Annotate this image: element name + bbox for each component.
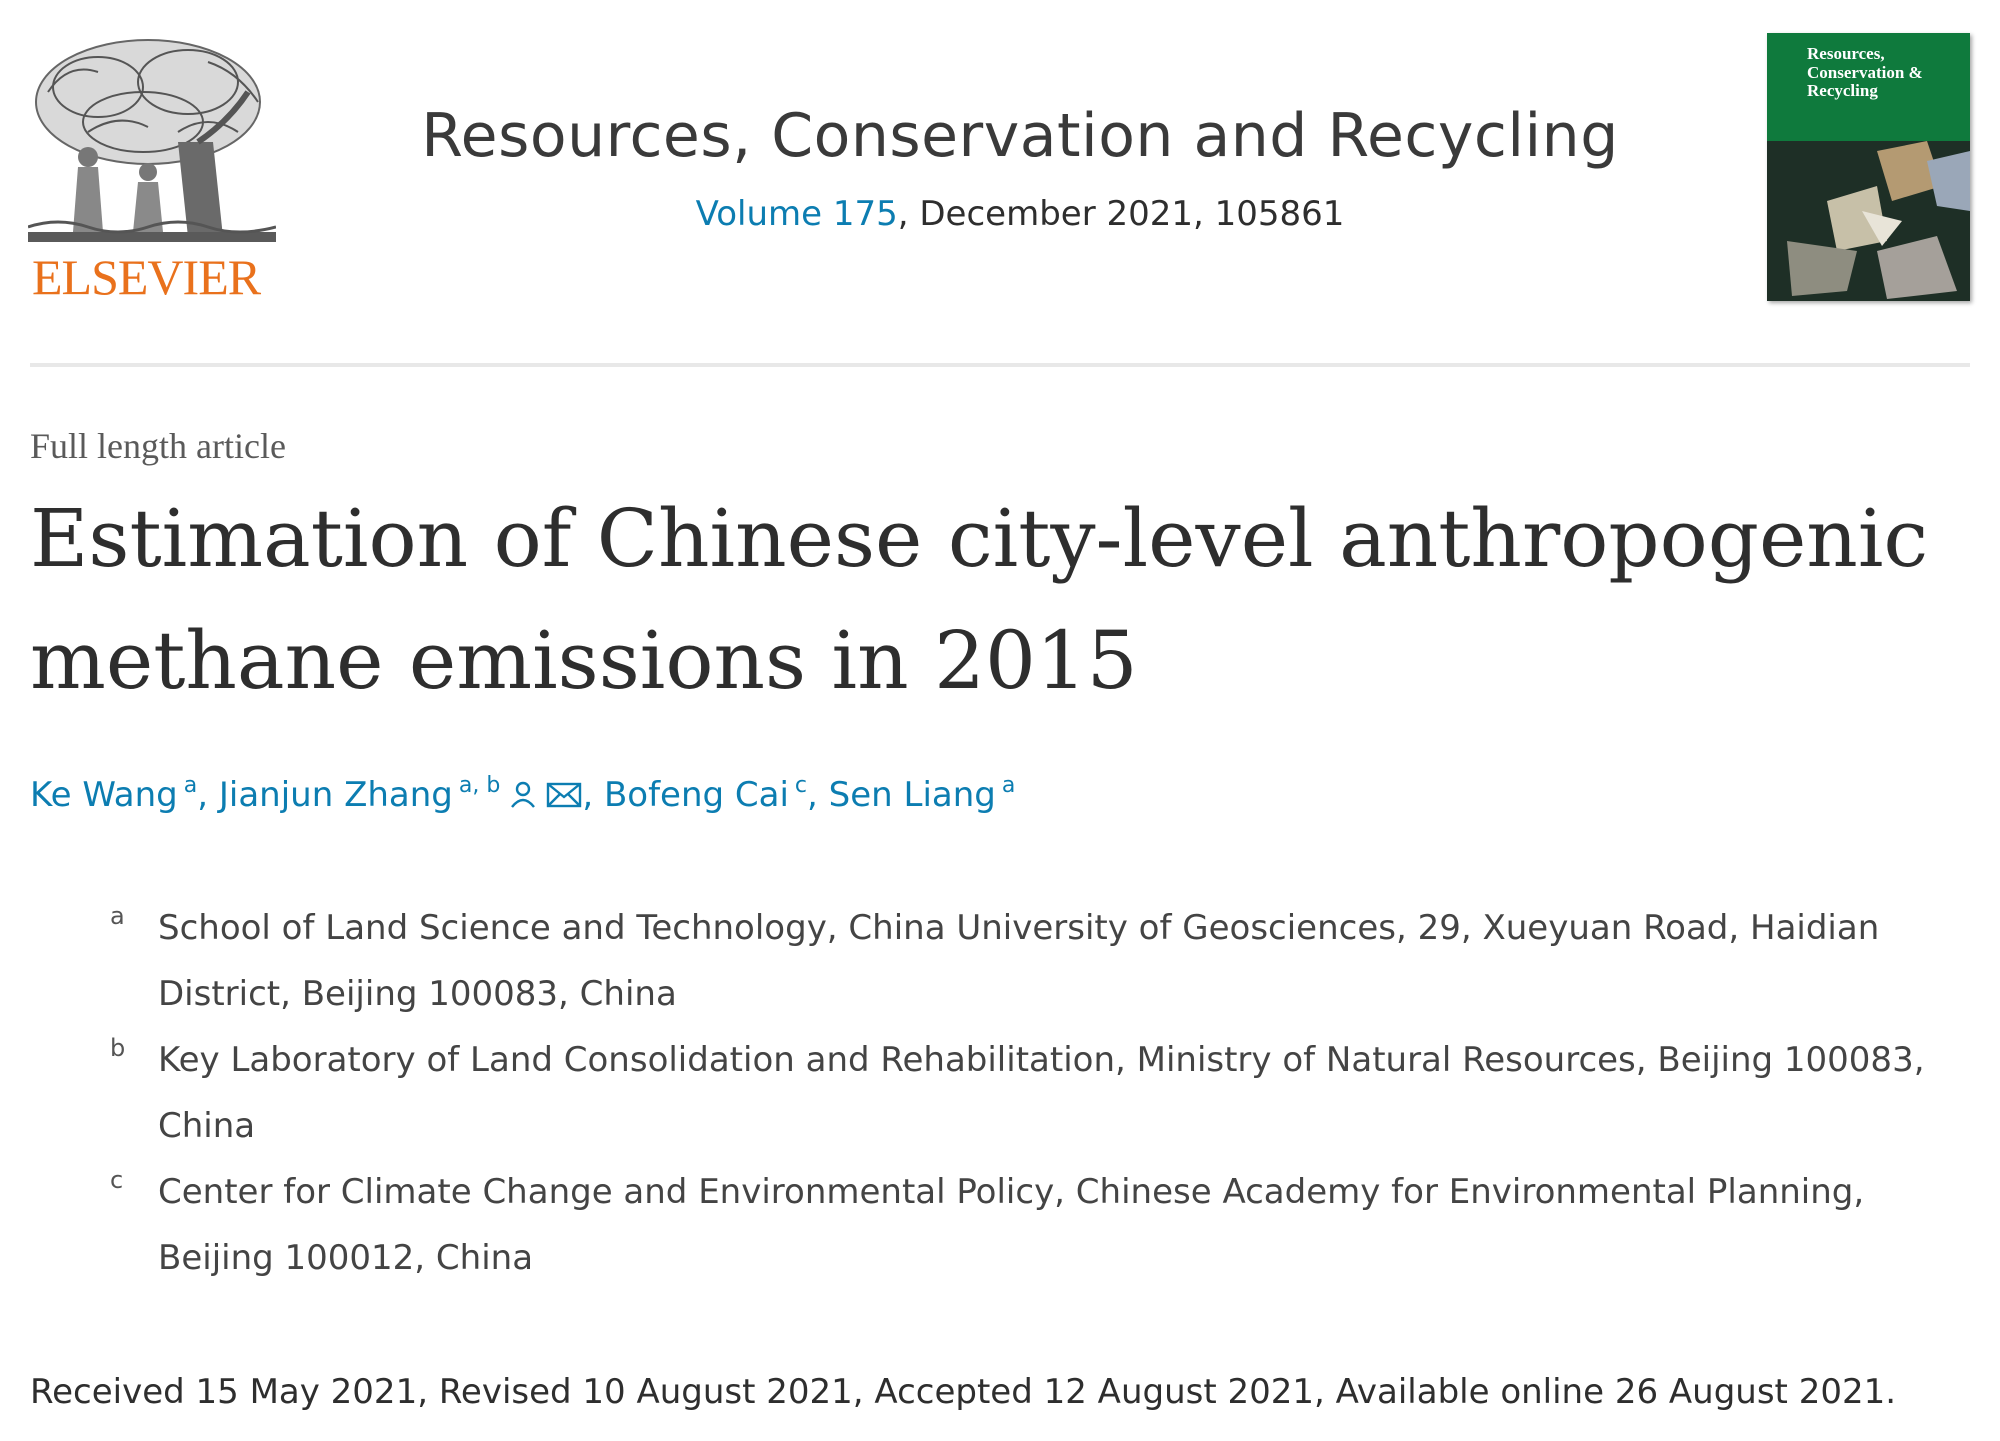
article-title: Estimation of Chinese city-level anthropogenic methane emissions in 2015 (30, 492, 1929, 707)
author-link[interactable]: Bofeng Cai (603, 775, 789, 815)
author-link[interactable]: Jianjun Zhang (218, 775, 453, 815)
affiliation-text: School of Land Science and Technology, China University of Geosciences, 29, Xueyuan Road, Haidian District, Beijing 100083, China (158, 908, 1880, 1014)
affiliation-label: c (110, 1166, 124, 1194)
author-separator: , (197, 775, 219, 815)
affiliation-text: Key Laboratory of Land Consolidation and Rehabilitation, Ministry of Natural Resources, Beijing 100083, China (158, 1040, 1925, 1146)
elsevier-tree-logo (28, 32, 276, 247)
person-icon[interactable] (508, 779, 538, 819)
issue-details: , December 2021, 105861 (897, 194, 1345, 234)
affiliation-item (110, 1027, 1940, 1159)
page-header (0, 0, 2000, 370)
author-link[interactable]: Sen Liang (828, 775, 996, 815)
journal-title[interactable]: Resources, Conservation and Recycling (421, 101, 1619, 171)
author-affiliation-marker: a (1001, 773, 1016, 798)
envelope-icon[interactable] (546, 779, 582, 819)
volume-link[interactable]: Volume 175 (695, 194, 898, 234)
journal-cover-image[interactable] (1767, 33, 1970, 301)
affiliation-text: Center for Climate Change and Environmental Policy, Chinese Academy for Environmental Planning, Beijing 100012, China (158, 1172, 1865, 1278)
cover-title: Resources, Conservation & Recycling (1807, 44, 1923, 101)
author-affiliation-marker: c (794, 773, 808, 798)
affiliation-label: a (110, 902, 125, 930)
author-affiliation-marker: a, b (458, 773, 501, 798)
issue-line (330, 194, 1710, 234)
publisher-name: ELSEVIER (32, 249, 261, 305)
publisher-logo[interactable] (28, 32, 276, 312)
author-separator: , (582, 775, 604, 815)
affiliation-item (110, 1159, 1940, 1291)
cover-artwork (1767, 141, 1970, 301)
header-divider (30, 363, 1970, 367)
author-separator: , (807, 775, 829, 815)
article-type: Full length article (30, 426, 286, 466)
affiliation-item (110, 895, 1940, 1027)
journal-info (330, 100, 1710, 234)
author-affiliation-marker: a (183, 773, 198, 798)
author-list (30, 773, 1015, 819)
author-link[interactable]: Ke Wang (30, 775, 178, 815)
article-history: Received 15 May 2021, Revised 10 August 2021, Accepted 12 August 2021, Available online 26 August 2021. (30, 1372, 1897, 1412)
affiliation-list (110, 895, 1940, 1291)
affiliation-label: b (110, 1034, 126, 1062)
